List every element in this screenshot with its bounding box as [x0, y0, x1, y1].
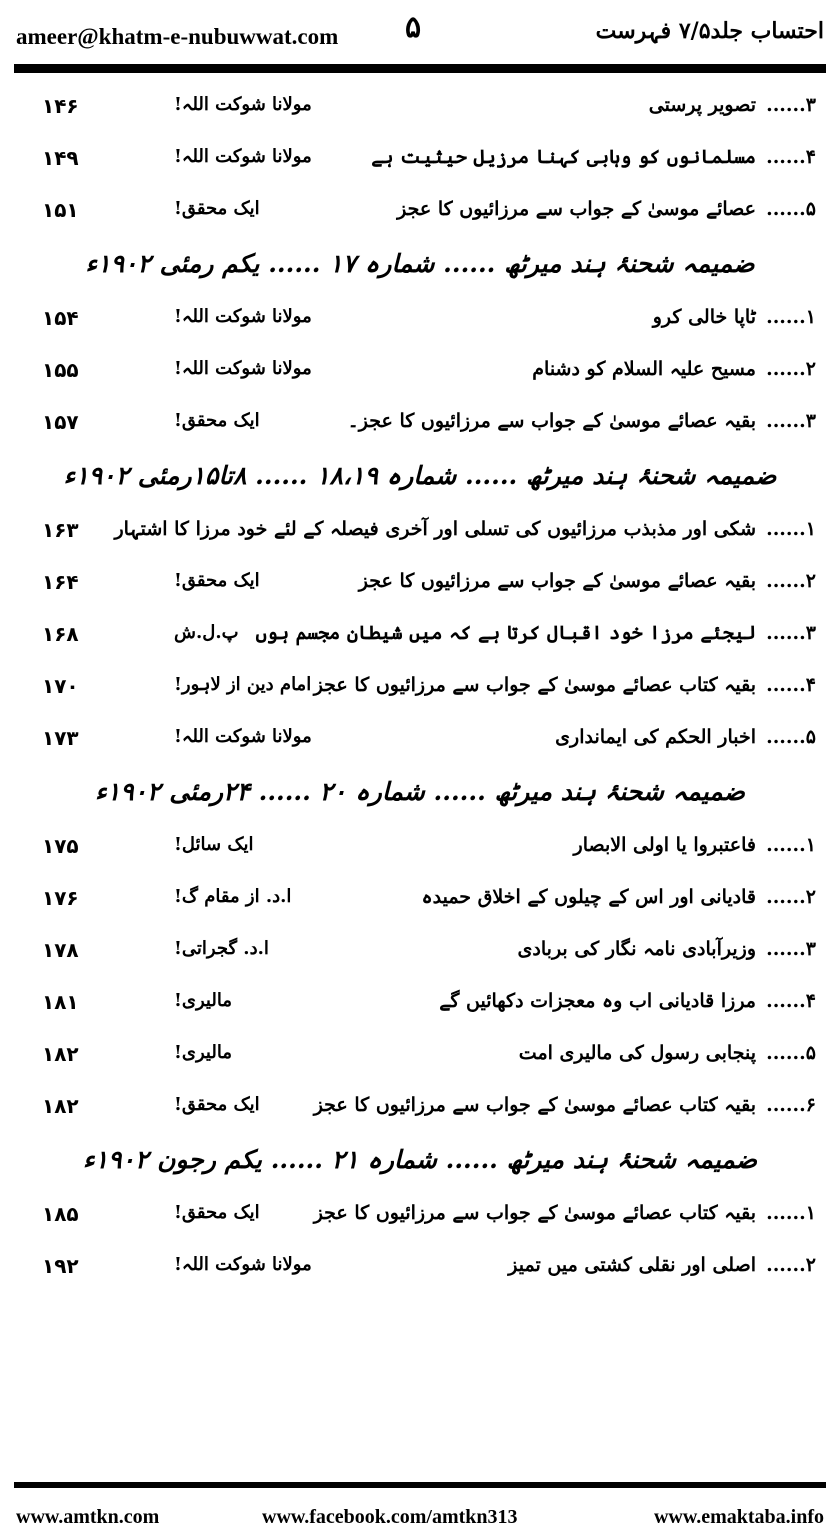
entry-title: مرزا قادیانی اب وہ معجزات دکھائیں گے	[439, 990, 756, 1012]
entry-title: عصائے موسیٰ کے جواب سے مرزائیوں کا عجز	[397, 198, 756, 220]
section-heading: ضمیمہ شحنۂ ہند میرٹھ ...... شمارہ ۱۷ ...... یکم رمئی ۱۹۰۲ء	[85, 249, 755, 278]
toc-entry	[14, 396, 826, 448]
toc-entry	[14, 924, 826, 976]
entry-page: ۱۶۸	[42, 622, 79, 646]
entry-number: ۵......	[766, 198, 816, 220]
header-rule	[14, 64, 826, 73]
entry-number: ۳......	[766, 410, 816, 432]
entry-author: ایک محقق!	[174, 1094, 260, 1115]
footer-link-facebook[interactable]: www.facebook.com/amtkn313	[262, 1506, 518, 1528]
toc-entry	[14, 608, 826, 660]
entry-page: ۱۸۲	[42, 1094, 79, 1118]
toc-entry	[14, 292, 826, 344]
entry-number: ۶......	[766, 1094, 816, 1116]
entry-number: ۵......	[766, 726, 816, 748]
entry-page: ۱۷۰	[42, 674, 79, 698]
running-title: احتساب جلد۷/۵ فہرست	[595, 18, 824, 44]
toc-entry	[14, 80, 826, 132]
entry-author: مولانا شوکت اللہ!	[174, 146, 312, 167]
entry-number: ۳......	[766, 94, 816, 116]
footer-link-emaktaba[interactable]: www.emaktaba.info	[653, 1506, 824, 1528]
entry-number: ۴......	[766, 674, 816, 696]
entry-author: امام دین از لاہور!	[174, 674, 312, 695]
entry-number: ۱......	[766, 834, 816, 856]
entry-page: ۱۴۹	[42, 146, 79, 170]
page-number: ۵	[405, 10, 422, 45]
entry-author: مولانا شوکت اللہ!	[174, 94, 312, 115]
section-heading: ضمیمہ شحنۂ ہند میرٹھ ...... شمارہ ۱۸،۱۹ ...... ۸تا۱۵رمئی ۱۹۰۲ء	[63, 461, 777, 490]
entry-title: اخبار الحکم کی ایمانداری	[555, 726, 756, 748]
entry-page: ۱۴۶	[42, 94, 79, 118]
entry-page: ۱۵۵	[42, 358, 79, 382]
footer-rule	[14, 1482, 826, 1488]
entry-author: ایک سائل!	[174, 834, 254, 855]
entry-title: وزیرآبادی نامہ نگار کی بربادی	[517, 938, 756, 960]
entry-author: ا.د. از مقام گ!	[174, 886, 292, 907]
entry-page: ۱۷۸	[42, 938, 79, 962]
entry-number: ۵......	[766, 1042, 816, 1064]
header-email: ameer@khatm-e-nubuwwat.com	[16, 24, 339, 49]
entry-number: ۲......	[766, 570, 816, 592]
entry-author: مولانا شوکت اللہ!	[174, 726, 312, 747]
entry-title: بقیہ کتاب عصائے موسیٰ کے جواب سے مرزائیوں کا عجز	[313, 674, 756, 696]
entry-title: بقیہ عصائے موسیٰ کے جواب سے مرزائیوں کا عجز۔	[347, 410, 756, 432]
toc-entry	[14, 132, 826, 184]
entry-page: ۱۵۴	[42, 306, 79, 330]
entry-page: ۱۶۴	[42, 570, 79, 594]
entry-title: بقیہ کتاب عصائے موسیٰ کے جواب سے مرزائیوں کا عجز	[313, 1094, 756, 1116]
entry-page: ۱۶۳	[42, 518, 79, 542]
entry-author: ایک محقق!	[174, 410, 260, 431]
toc-entry	[14, 504, 826, 556]
table-of-contents	[14, 80, 826, 1292]
entry-author: مولانا شوکت اللہ!	[174, 1254, 312, 1275]
footer-link-amtkn[interactable]: www.amtkn.com	[16, 1506, 160, 1528]
section-heading: ضمیمہ شحنۂ ہند میرٹھ ...... شمارہ ۲۱ ...... یکم رجون ۱۹۰۲ء	[82, 1145, 758, 1174]
entry-title: بقیہ عصائے موسیٰ کے جواب سے مرزائیوں کا عجز	[358, 570, 756, 592]
toc-entry	[14, 1080, 826, 1132]
entry-title: شکی اور مذبذب مرزائیوں کی تسلی اور آخری فیصلہ کے لئے خود مرزا کا اشتہار	[114, 518, 756, 540]
entry-number: ۳......	[766, 938, 816, 960]
entry-title: مسیح علیہ السلام کو دشنام	[532, 358, 756, 380]
entry-page: ۱۷۶	[42, 886, 79, 910]
entry-number: ۱......	[766, 1202, 816, 1224]
entry-author: مالیری!	[174, 1042, 232, 1063]
toc-entry	[14, 872, 826, 924]
entry-title: قادیانی اور اس کے چیلوں کے اخلاق حمیدہ	[421, 886, 756, 908]
entry-number: ۲......	[766, 1254, 816, 1276]
entry-page: ۱۵۷	[42, 410, 79, 434]
entry-number: ۲......	[766, 358, 816, 380]
entry-number: ۳......	[766, 622, 816, 644]
entry-page: ۱۷۳	[42, 726, 79, 750]
toc-entry	[14, 1028, 826, 1080]
entry-number: ۲......	[766, 886, 816, 908]
entry-author: ایک محقق!	[174, 198, 260, 219]
toc-entry	[14, 660, 826, 712]
entry-title: پنجابی رسول کی مالیری امت	[518, 1042, 756, 1064]
toc-entry	[14, 712, 826, 764]
entry-title: بقیہ کتاب عصائے موسیٰ کے جواب سے مرزائیوں کا عجز	[313, 1202, 756, 1224]
toc-entry	[14, 1240, 826, 1292]
entry-author: مالیری!	[174, 990, 232, 1011]
page-header	[0, 0, 840, 64]
entry-number: ۱......	[766, 306, 816, 328]
entry-title: تصویر پرستی	[648, 94, 756, 116]
entry-number: ۴......	[766, 990, 816, 1012]
entry-page: ۱۸۱	[42, 990, 79, 1014]
toc-entry	[14, 184, 826, 236]
entry-title: مسلمانوں کو وہابی کہنا مرزیل حیثیت ہے	[371, 146, 756, 168]
entry-page: ۱۷۵	[42, 834, 79, 858]
toc-entry	[14, 820, 826, 872]
entry-author: ایک محقق!	[174, 1202, 260, 1223]
toc-entry	[14, 1188, 826, 1240]
toc-entry	[14, 556, 826, 608]
toc-entry	[14, 976, 826, 1028]
entry-author: ا.د. گجراتی!	[174, 938, 269, 959]
entry-author: پ.ل.ش	[174, 622, 239, 643]
entry-title: اصلی اور نقلی کشتی میں تمیز	[508, 1254, 756, 1276]
entry-page: ۱۵۱	[42, 198, 79, 222]
entry-author: مولانا شوکت اللہ!	[174, 358, 312, 379]
entry-title: فاعتبروا یا اولی الابصار	[573, 834, 756, 856]
entry-title: ٹاپا خالی کرو	[652, 306, 756, 328]
entry-number: ۴......	[766, 146, 816, 168]
toc-entry	[14, 344, 826, 396]
entry-page: ۱۸۵	[42, 1202, 79, 1226]
entry-author: مولانا شوکت اللہ!	[174, 306, 312, 327]
entry-page: ۱۸۲	[42, 1042, 79, 1066]
section-heading: ضمیمہ شحنۂ ہند میرٹھ ...... شمارہ ۲۰ ...... ۲۴رمئی ۱۹۰۲ء	[95, 777, 745, 806]
entry-number: ۱......	[766, 518, 816, 540]
entry-title: لیجئے مرزا خود اقبال کرتا ہے کہ میں شیطان مجسم ہوں	[255, 622, 756, 644]
page-footer	[0, 1506, 840, 1534]
entry-author: ایک محقق!	[174, 570, 260, 591]
entry-page: ۱۹۲	[42, 1254, 79, 1278]
